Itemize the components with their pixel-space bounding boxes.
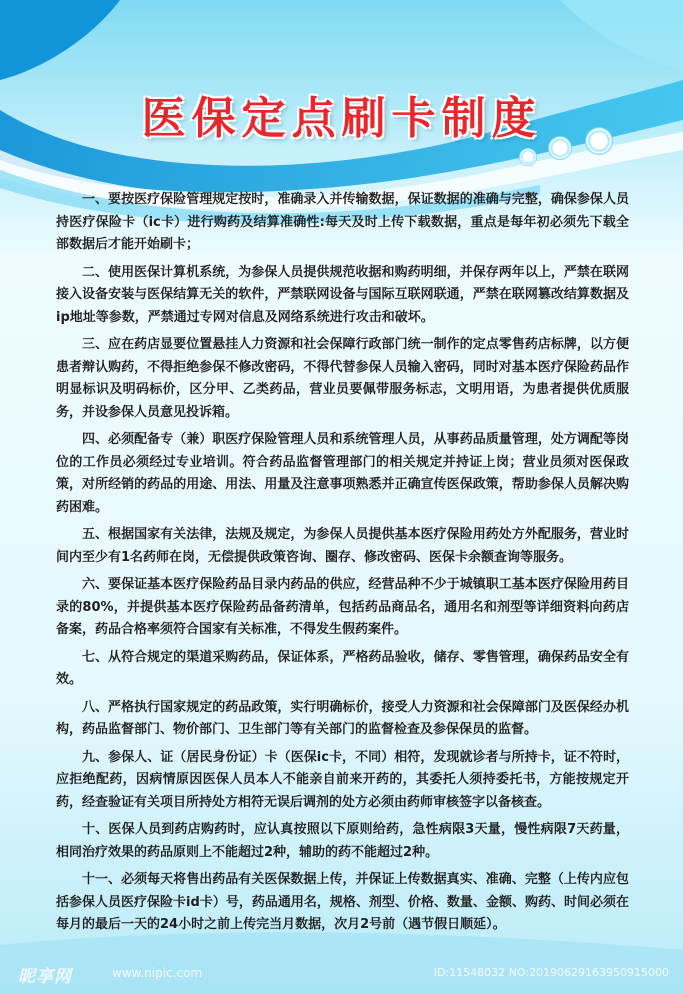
clause-11: 十一、必须每天将售出药品有关医保数据上传，并保证上传数据真实、准确、完整（上传内应包括参保人员医疗保险卡id卡）号，药品通用名，规格、剂型、价格、数量、金额、购药、时间必须在每月的最后一天的24小时之前上传完当月数据，次月2号前（遇节假日顺延）。	[56, 872, 629, 932]
watermark-logo: 昵享网	[18, 967, 72, 987]
clause-2: 二、使用医保计算机系统，为参保人员提供规范收据和购药明细，并保存两年以上，严禁在联网接入设备安装与医保结算无关的软件，严禁联网设备与国际互联网联通，严禁在联网篡改结算数据及ip地址等参数，严禁通过专网对信息及网络系统进行攻击和破坏。	[56, 264, 629, 325]
clause-3: 三、应在药店显要位置悬挂人力资源和社会保障行政部门统一制作的定点零售药店标牌，以方便患者辩认购药，不得拒绝参保不修改密码，不得代替参保人员输入密码，同时对基本医疗保险药品作明显标识及明码标价，区分甲、乙类药品，营业员要佩带服务标志，文明用语，为患者提供优质服务，并设参保人员意见投诉箱。	[56, 337, 629, 420]
policy-text	[56, 189, 629, 942]
clause-8: 八、严格执行国家规定的药品政策，实行明确标价，接受人力资源和社会保障部门及医保经办机构，药品监督部门、物价部门、卫生部门等有关部门的监督检查及参保保员的监督。	[56, 699, 629, 737]
clause-4: 四、必须配备专（兼）职医疗保险管理人员和系统管理人员，从事药品质量管理，处方调配等岗位的工作员必须经过专业培训。符合药品监督管理部门的相关规定并持证上岗；营业员须对医保政策，对所经销的药品的用途、用法、用量及注意事项熟悉并正确宣传医保政策，帮助参保人员解决购药困难。	[56, 432, 629, 515]
clause-1: 一、要按医疗保险管理规定按时，准确录入并传输数据，保证数据的准确与完整，确保参保人员持医疗保险卡（ic卡）进行购药及结算准确性:每天及时上传下载数据，重点是每年初必须先下载全部数据后才能开始刷卡；	[56, 192, 629, 252]
page-title: 医保定点刷卡制度	[141, 93, 542, 144]
clause-10: 十、医保人员到药店购药时，应认真按照以下原则给药，急性病限3天量，慢性病限7天药量，相同治疗效果的药品原则上不能超过2种，辅助的药不能超过2种。	[56, 822, 629, 860]
clause-5: 五、根据国家有关法律，法规及规定，为参保人员提供基本医疗保险用药处方外配服务，营业时间内至少有1名药师在岗，无偿提供政策咨询、圈存、修改密码、医保卡余额查询等服务。	[56, 527, 629, 565]
watermark-url: www.nipic.com	[112, 966, 203, 980]
watermark-id: ID:11548032 NO:20190629163950915000	[433, 966, 669, 979]
clause-7: 七、从符合规定的渠道采购药品，保证体系，严格药品验收，储存、零售管理，确保药品安全有效。	[56, 649, 629, 687]
clause-9: 九、参保人、证（居民身份证）卡（医保ic卡，不同）相符，发现就诊者与所持卡，证不符时，应拒绝配药，因病情原因医保人员本人不能亲自前来开药的，其委托人须持委托书，方能按规定开药，经查验证有关项目所持处方相符无误后调剂的处方必须由药师审核签字以备核查。	[56, 749, 629, 810]
clause-6: 六、要保证基本医疗保险药品目录内药品的供应，经营品种不少于城镇职工基本医疗保险用药目录的80%，并提供基本医疗保险药品备药清单，包括药品商品名，通用名和剂型等详细资料向药店备案，药品合格率须符合国家有关标准，不得发生假药案件。	[56, 577, 629, 637]
